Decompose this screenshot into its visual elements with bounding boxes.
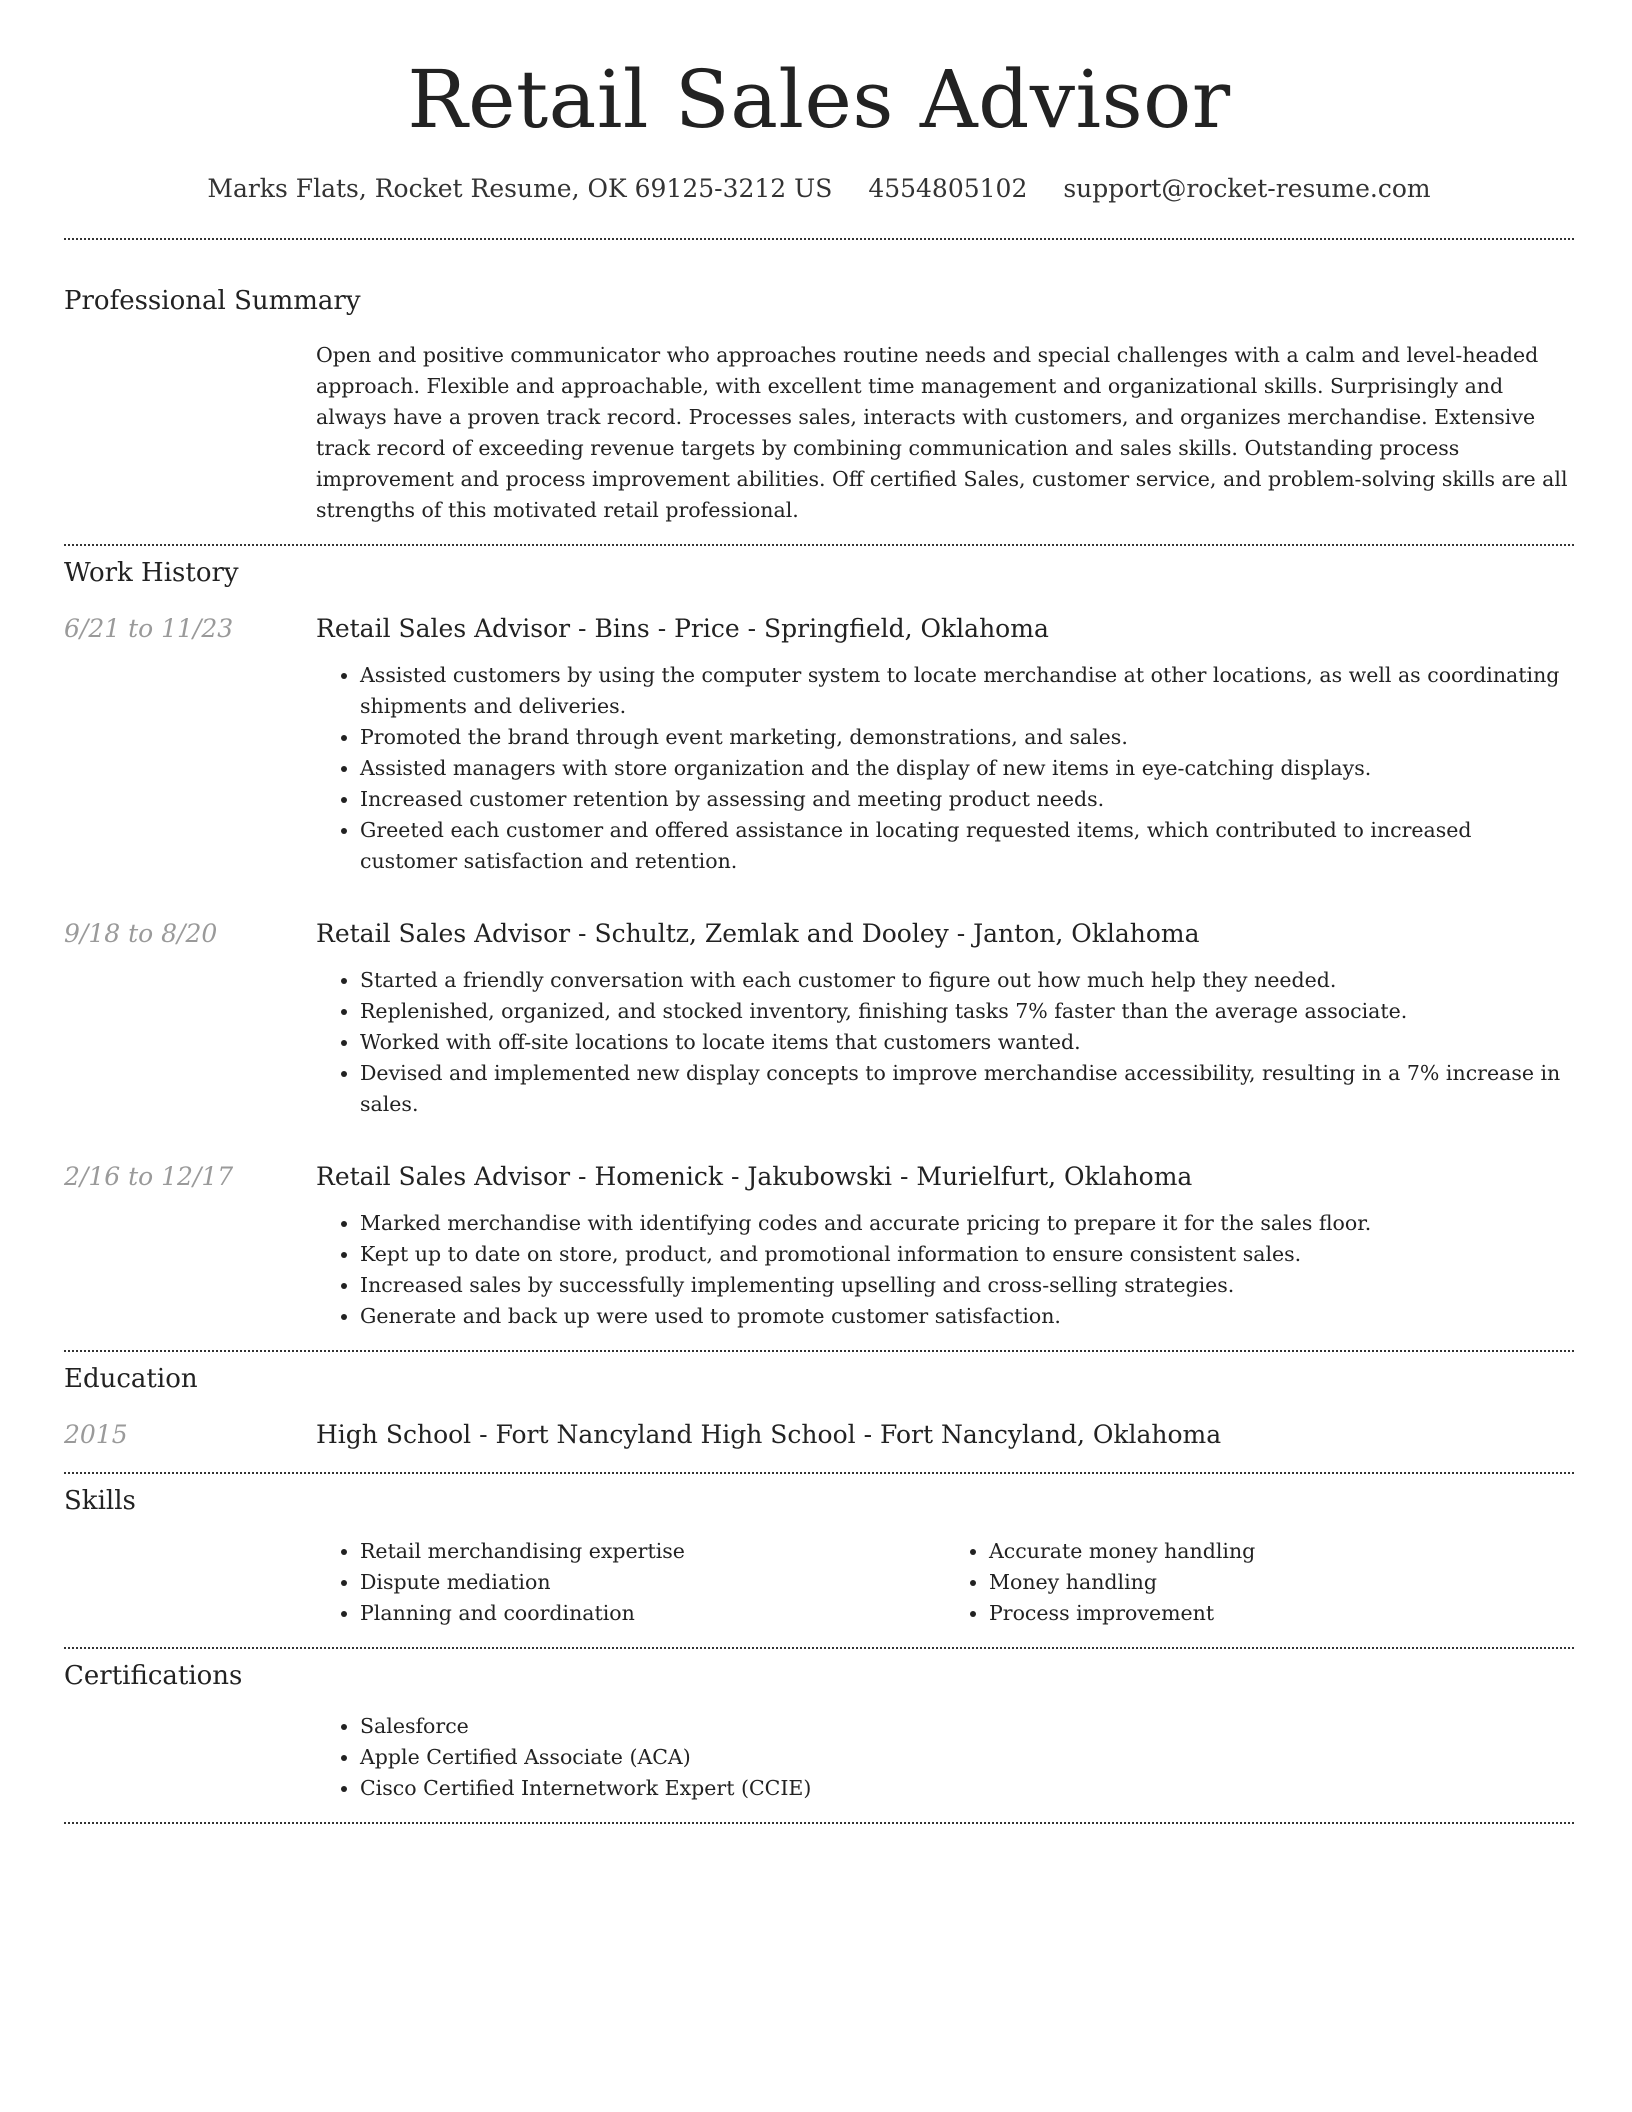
skills-row: [64, 1536, 1574, 1629]
job-title: Retail Sales Advisor - Bins - Price - Springfield, Oklahoma: [316, 614, 1049, 643]
job-title: Retail Sales Advisor - Schultz, Zemlak and Dooley - Janton, Oklahoma: [316, 919, 1200, 948]
section-skills: [64, 1474, 1574, 1629]
contact-email: support@rocket-resume.com: [1063, 174, 1431, 203]
job-entry: [64, 612, 1574, 877]
skills-grid: [316, 1536, 1574, 1629]
job-bullet: • Started a friendly conversation with each customer to figure out how much help they needed.: [360, 965, 1574, 996]
skill-item: • Money handling: [989, 1567, 1574, 1598]
job-bullet: • Marked merchandise with identifying codes and accurate pricing to prepare it for the sales floor.: [360, 1208, 1574, 1239]
skill-item: • Retail merchandising expertise: [360, 1536, 945, 1567]
job-bullets: [316, 1208, 1574, 1332]
summary-content: [316, 340, 1574, 526]
job-bullet: • Assisted managers with store organization and the display of new items in eye-catching displays.: [360, 753, 1574, 784]
job-bullet: • Assisted customers by using the computer system to locate merchandise at other locations, as well as coordinating shipments and deliveries.: [360, 660, 1574, 722]
section-title-certifications: Certifications: [64, 1661, 243, 1691]
section-education: [64, 1352, 1574, 1452]
skill-item: • Dispute mediation: [360, 1567, 945, 1598]
resume-page: [64, 0, 1574, 1824]
job-details: [316, 612, 1574, 877]
job-bullet: • Replenished, organized, and stocked inventory, finishing tasks 7% faster than the average associate.: [360, 996, 1574, 1027]
job-bullets: [316, 660, 1574, 877]
certifications-row: [64, 1711, 1574, 1804]
section-title-skills: Skills: [64, 1486, 136, 1516]
education-entry: [64, 1418, 1574, 1452]
contact-phone: 4554805102: [868, 174, 1028, 203]
skill-item: • Process improvement: [989, 1598, 1574, 1629]
job-bullets: [316, 965, 1574, 1120]
section-title-work-history: Work History: [64, 558, 239, 588]
section-title-summary: Professional Summary: [64, 286, 361, 316]
certification-item: • Salesforce: [360, 1711, 1574, 1742]
job-bullet: • Increased customer retention by assessing and meeting product needs.: [360, 784, 1574, 815]
certifications-list: [316, 1711, 1574, 1804]
certification-item: • Cisco Certified Internetwork Expert (CCIE): [360, 1773, 1574, 1804]
resume-name: Retail Sales Advisor: [407, 53, 1231, 146]
job-details: [316, 917, 1574, 1120]
section-work-history: [64, 546, 1574, 1332]
contact-address: Marks Flats, Rocket Resume, OK 69125-3212 US: [207, 174, 833, 203]
education-details: [316, 1418, 1574, 1452]
job-dates: 6/21 to 11/23: [64, 614, 234, 643]
section-title-education: Education: [64, 1364, 198, 1394]
job-title: Retail Sales Advisor - Homenick - Jakubowski - Murielfurt, Oklahoma: [316, 1162, 1193, 1191]
skills-list-left: [316, 1536, 945, 1629]
job-bullet: • Kept up to date on store, product, and promotional information to ensure consistent sales.: [360, 1239, 1574, 1270]
skill-item: • Planning and coordination: [360, 1598, 945, 1629]
job-details: [316, 1160, 1574, 1332]
job-bullet: • Increased sales by successfully implementing upselling and cross-selling strategies.: [360, 1270, 1574, 1301]
summary-row: [64, 340, 1574, 526]
contact-line: [64, 172, 1574, 206]
job-entry: [64, 917, 1574, 1120]
section-certifications: [64, 1649, 1574, 1804]
certifications-content: [316, 1711, 1574, 1804]
skills-list-right: [945, 1536, 1574, 1629]
skill-item: • Accurate money handling: [989, 1536, 1574, 1567]
summary-text: Open and positive communicator who approaches routine needs and special challenges with a calm and level-headed approach. Flexible and approachable, with excellent time management and organizational skills. Surprisingly and always have a proven track record. Processes sales, interacts with customers, and organizes merchandise. Extensive track record of exceeding revenue targets by combining communication and sales skills. Outstanding process improvement and process improvement abilities. Off certified Sales, customer service, and problem-solving skills are all strengths of this motivated retail professional.: [316, 343, 1568, 522]
job-bullet: • Generate and back up were used to promote customer satisfaction.: [360, 1301, 1574, 1332]
job-dates: 9/18 to 8/20: [64, 919, 218, 948]
job-entry: [64, 1160, 1574, 1332]
job-bullet: • Greeted each customer and offered assistance in locating requested items, which contributed to increased customer satisfaction and retention.: [360, 815, 1574, 877]
certification-item: • Apple Certified Associate (ACA): [360, 1742, 1574, 1773]
job-bullet: • Worked with off-site locations to locate items that customers wanted.: [360, 1027, 1574, 1058]
section-summary: [64, 240, 1574, 526]
job-bullet: • Promoted the brand through event marketing, demonstrations, and sales.: [360, 722, 1574, 753]
job-bullet: • Devised and implemented new display concepts to improve merchandise accessibility, resulting in a 7% increase in sales.: [360, 1058, 1574, 1120]
education-title: High School - Fort Nancyland High School - Fort Nancyland, Oklahoma: [316, 1420, 1222, 1449]
job-dates: 2/16 to 12/17: [64, 1162, 234, 1191]
education-year: 2015: [64, 1420, 128, 1449]
section-divider: [64, 1822, 1574, 1824]
